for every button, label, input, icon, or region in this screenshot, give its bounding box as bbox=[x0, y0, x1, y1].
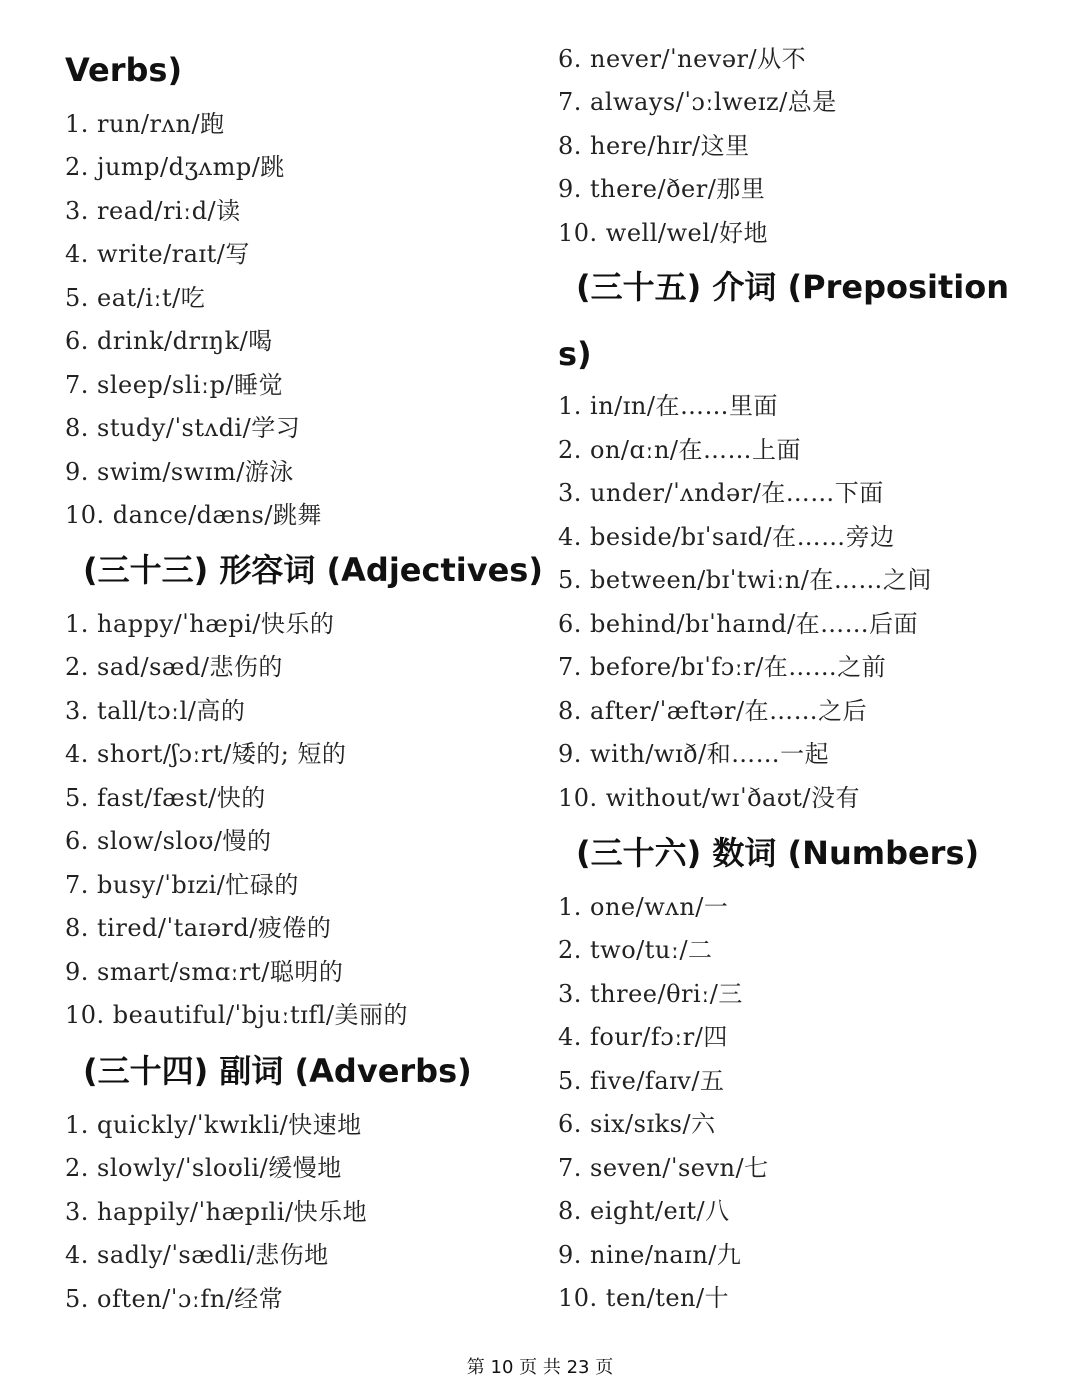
vocab-item: 5. often/ˈɔːfn/经常 bbox=[65, 1285, 284, 1313]
vocab-item: 7. seven/ˈsevn/七 bbox=[558, 1154, 769, 1182]
section-heading-prepositions-wrap: s) bbox=[558, 335, 592, 373]
vocab-item: 4. sadly/ˈsædli/悲伤地 bbox=[65, 1241, 329, 1269]
vocab-item: 9. there/ðer/那里 bbox=[558, 175, 766, 203]
vocab-item: 6. drink/drɪŋk/喝 bbox=[65, 327, 273, 355]
vocab-item: 3. under/ˈʌndər/在……下面 bbox=[558, 479, 884, 507]
vocab-item: 5. between/bɪˈtwiːn/在……之间 bbox=[558, 566, 932, 594]
vocab-item: 1. happy/ˈhæpi/快乐的 bbox=[65, 610, 335, 638]
vocab-item: 8. eight/eɪt/八 bbox=[558, 1197, 730, 1225]
vocab-item: 5. fast/fæst/快的 bbox=[65, 784, 266, 812]
vocab-item: 3. three/θriː/三 bbox=[558, 980, 743, 1008]
vocab-item: 8. tired/ˈtaɪərd/疲倦的 bbox=[65, 914, 332, 942]
section-heading-verbs: Verbs) bbox=[65, 51, 183, 89]
vocab-item: 10. ten/ten/十 bbox=[558, 1284, 730, 1312]
vocab-item: 2. sad/sæd/悲伤的 bbox=[65, 653, 283, 681]
vocab-item: 5. eat/iːt/吃 bbox=[65, 284, 206, 312]
vocab-item: 7. sleep/sliːp/睡觉 bbox=[65, 371, 284, 399]
section-heading-adverbs: (三十四) 副词 (Adverbs) bbox=[83, 1052, 472, 1090]
vocab-item: 9. with/wɪð/和……一起 bbox=[558, 740, 830, 768]
section-heading-adjectives: (三十三) 形容词 (Adjectives) bbox=[83, 551, 543, 589]
vocab-item: 8. study/ˈstʌdi/学习 bbox=[65, 414, 301, 442]
vocab-item: 10. dance/dæns/跳舞 bbox=[65, 501, 322, 529]
vocab-item: 3. tall/tɔːl/高的 bbox=[65, 697, 246, 725]
vocab-item: 3. happily/ˈhæpɪli/快乐地 bbox=[65, 1198, 368, 1226]
vocab-item: 7. always/ˈɔːlweɪz/总是 bbox=[558, 88, 837, 116]
vocab-item: 9. nine/naɪn/九 bbox=[558, 1241, 742, 1269]
vocab-item: 1. in/ɪn/在……里面 bbox=[558, 392, 778, 420]
vocab-item: 2. jump/dʒʌmp/跳 bbox=[65, 153, 285, 181]
section-heading-numbers: (三十六) 数词 (Numbers) bbox=[576, 834, 980, 872]
vocab-item: 9. smart/smɑːrt/聪明的 bbox=[65, 958, 344, 986]
vocab-item: 2. two/tuː/二 bbox=[558, 936, 713, 964]
vocab-item: 4. beside/bɪˈsaɪd/在……旁边 bbox=[558, 523, 895, 551]
vocab-item: 1. quickly/ˈkwɪkli/快速地 bbox=[65, 1111, 362, 1139]
vocab-item: 8. here/hɪr/这里 bbox=[558, 132, 750, 160]
vocab-item: 10. without/wɪˈðaʊt/没有 bbox=[558, 784, 860, 812]
vocab-item: 5. five/faɪv/五 bbox=[558, 1067, 725, 1095]
vocab-item: 10. well/wel/好地 bbox=[558, 219, 768, 247]
vocab-item: 4. four/fɔːr/四 bbox=[558, 1023, 728, 1051]
vocab-item: 1. one/wʌn/一 bbox=[558, 893, 729, 921]
vocab-item: 7. before/bɪˈfɔːr/在……之前 bbox=[558, 653, 887, 681]
vocab-item: 6. six/sɪks/六 bbox=[558, 1110, 716, 1138]
vocab-item: 6. behind/bɪˈhaɪnd/在……后面 bbox=[558, 610, 919, 638]
vocab-item: 4. short/ʃɔːrt/矮的; 短的 bbox=[65, 740, 347, 768]
vocab-item: 10. beautiful/ˈbjuːtɪfl/美丽的 bbox=[65, 1001, 408, 1029]
vocab-item: 3. read/riːd/读 bbox=[65, 197, 241, 225]
vocab-item: 6. never/ˈnevər/从不 bbox=[558, 45, 807, 73]
vocab-item: 2. slowly/ˈsloʊli/缓慢地 bbox=[65, 1154, 342, 1182]
vocab-item: 2. on/ɑːn/在……上面 bbox=[558, 436, 802, 464]
vocab-item: 7. busy/ˈbɪzi/忙碌的 bbox=[65, 871, 299, 899]
vocab-item: 4. write/raɪt/写 bbox=[65, 240, 250, 268]
page-number-footer: 第 10 页 共 23 页 bbox=[466, 1357, 614, 1378]
vocab-item: 1. run/rʌn/跑 bbox=[65, 110, 225, 138]
vocab-item: 9. swim/swɪm/游泳 bbox=[65, 458, 294, 486]
vocab-item: 8. after/ˈæftər/在……之后 bbox=[558, 697, 868, 725]
section-heading-prepositions: (三十五) 介词 (Preposition bbox=[576, 268, 1010, 306]
vocab-item: 6. slow/sloʊ/慢的 bbox=[65, 827, 272, 855]
